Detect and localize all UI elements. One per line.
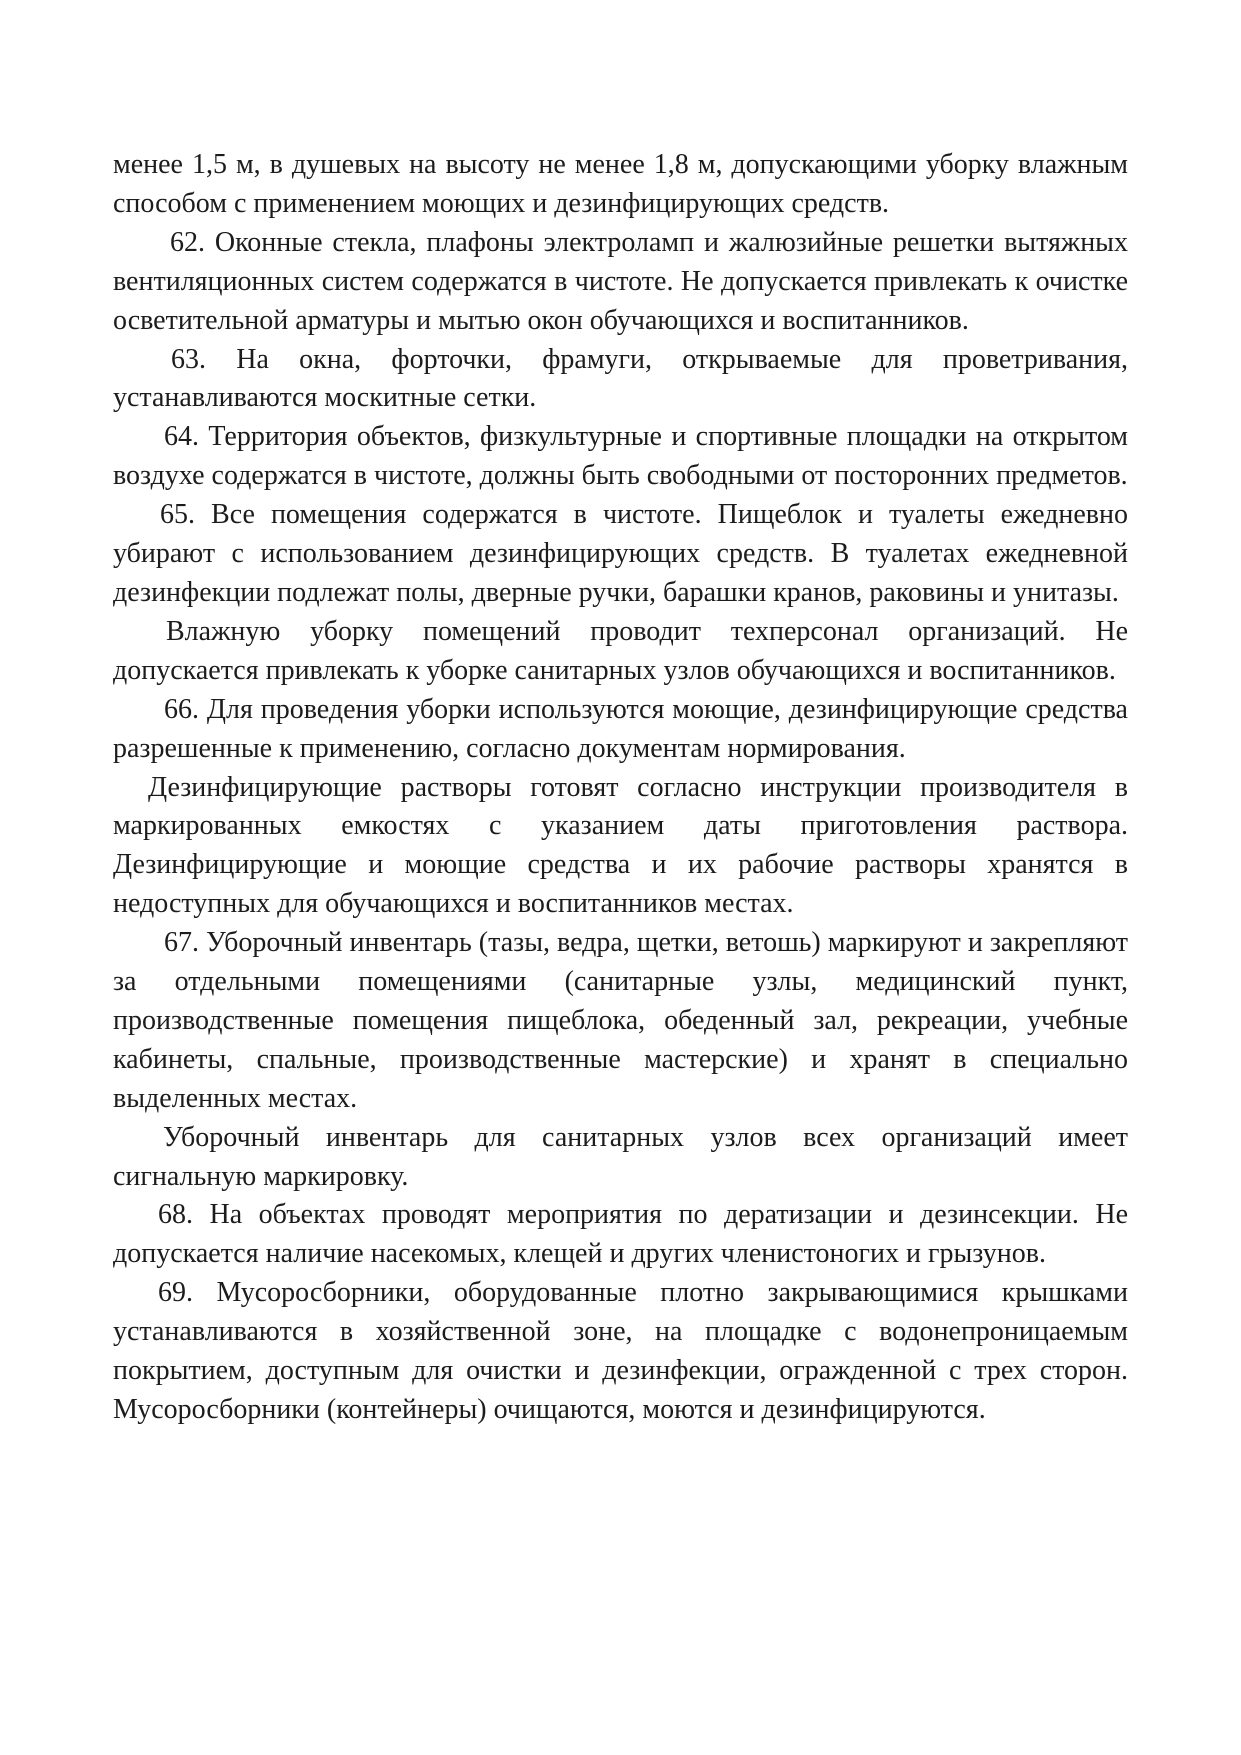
paragraph-63: 63. На окна, форточки, фрамуги, открываемые для проветривания, устанавливаются москитные сетки. bbox=[113, 343, 1128, 414]
paragraph-68: 68. На объектах проводят мероприятия по дератизации и дезинсекции. Не допускается наличие насекомых, клещей и других членистоногих и грызунов. bbox=[113, 1199, 1128, 1270]
paragraph-69: 69. Мусоросборники, оборудованные плотно закрывающимися крышками устанавливаются в хозяйственной зоне, на площадке с водонепроницаемым покрытием, доступным для очистки и дезинфекции, огражденной с трех сторон. Мусоросборники (контейнеры) очищаются, моются и дезинфицируются. bbox=[113, 1277, 1128, 1425]
paragraph-64: 64. Территория объектов, физкультурные и спортивные площадки на открытом воздухе содержатся в чистоте, должны быть свободными от посторонних предметов. bbox=[113, 421, 1128, 492]
paragraph-66: 66. Для проведения уборки используются моющие, дезинфицирующие средства разрешенные к применению, согласно документам нормирования. bbox=[113, 693, 1128, 764]
paragraph-62: 62. Оконные стекла, плафоны электроламп и жалюзийные решетки вытяжных вентиляционных систем содержатся в чистоте. Не допускается привлекать к очистке осветительной арматуры и мытью окон обучающихся и воспитанников. bbox=[113, 226, 1128, 336]
paragraph-66-solutions: Дезинфицирующие растворы готовят согласно инструкции производителя в маркированных емкостях с указанием даты приготовления раствора. Дезинфицирующие и моющие средства и их рабочие растворы хранятся в недоступных для обучающихся и воспитанников местах. bbox=[113, 771, 1128, 920]
paragraph-67-marking: Уборочный инвентарь для санитарных узлов всех организаций имеет сигнальную маркировку. bbox=[113, 1121, 1128, 1192]
document-page bbox=[113, 146, 1128, 1430]
paragraph-65: 65. Все помещения содержатся в чистоте. Пищеблок и туалеты ежедневно убирают с использованием дезинфицирующих средств. В туалетах ежедневной дезинфекции подлежат полы, дверные ручки, барашки кранов, раковины и унитазы. bbox=[113, 499, 1128, 608]
paragraph-continuation: менее 1,5 м, в душевых на высоту не менее 1,8 м, допускающими уборку влажным способом с применением моющих и дезинфицирующих средств. bbox=[113, 149, 1128, 219]
paragraph-67: 67. Уборочный инвентарь (тазы, ведра, щетки, ветошь) маркируют и закрепляют за отдельными помещениями (санитарные узлы, медицинский пункт, производственные помещения пищеблока, обеденный зал, рекреации, учебные кабинеты, спальные, производственные мастерские) и хранят в специально выделенных местах. bbox=[113, 927, 1128, 1114]
paragraph-65-cleaning: Влажную уборку помещений проводит техперсонал организаций. Не допускается привлекать к уборке санитарных узлов обучающихся и воспитанников. bbox=[113, 615, 1128, 686]
